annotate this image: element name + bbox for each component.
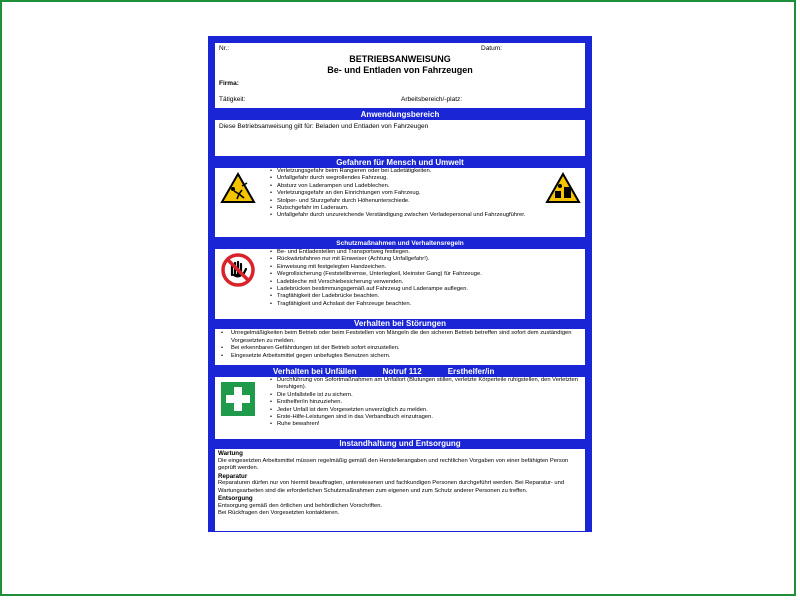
reparatur-title: Reparatur [218, 472, 248, 480]
entsorgung-text: Entsorgung gemäß den örtlichen und behördlichen Vorschriften. [218, 502, 383, 509]
datum-label: Datum: [481, 45, 502, 52]
document-subtitle: Be- und Entladen von Fahrzeugen [327, 65, 473, 75]
arbeitsbereich-label: Arbeitsbereich/-platz: [401, 96, 463, 103]
schutz-section [215, 249, 585, 319]
anwendungsbereich-text: Diese Betriebsanweisung gilt für: Beladen und Entladen von Fahrzeugen [215, 120, 585, 156]
firma-label: Firma: [219, 80, 239, 87]
stoerungen-section [215, 329, 585, 365]
anwendungsbereich-heading: Anwendungsbereich [215, 110, 585, 120]
list-item: • Jeder Unfall ist dem Vorgesetzten unverzüglich zu melden. [271, 407, 585, 414]
unfaelle-section [215, 377, 585, 439]
entsorgung-title: Entsorgung [218, 495, 253, 502]
list-item: • Ladebleche mit Verschiebesicherung verwenden. [271, 279, 585, 286]
ersthelfer-label: Ersthelfer/in [447, 367, 495, 376]
unfaelle-heading-bar [215, 367, 585, 377]
list-item: • Rutschgefahr im Laderaum. [271, 205, 541, 212]
gefahren-heading: Gefahren für Mensch und Umwelt [215, 158, 585, 168]
list-item: • Verletzungsgefahr an den Einrichtungen vom Fahrzeug. [271, 190, 541, 197]
rueckfragen-text: Bei Rückfragen den Vorgesetzten kontaktieren. [218, 510, 340, 516]
list-item: • Einweisung mit festgelegten Handzeichen. [271, 264, 585, 271]
list-item: • Rückwärtsfahren nur mit Einweiser (Achtung Unfallgefahr!). [271, 256, 585, 263]
warning-falling-person-icon [220, 172, 256, 204]
instandhaltung-section [215, 449, 585, 531]
nr-label: Nr.: [219, 45, 230, 52]
gefahren-list [261, 168, 541, 220]
unfaelle-heading: Verhalten bei Unfällen [273, 367, 357, 376]
stoerungen-list [217, 330, 583, 360]
gefahren-section [215, 168, 585, 237]
list-item: • Stolper- und Sturzgefahr durch Höhenunterschiede. [271, 198, 541, 205]
list-item: • Eingesetzte Arbeitsmittel gegen unbefugtes Benutzen sichern. [221, 353, 583, 361]
warning-crushing-icon [545, 172, 581, 204]
notruf-label: Notruf 112 [382, 367, 422, 376]
list-item: • Absturz von Laderampen und Ladeblechen. [271, 183, 541, 190]
taetigkeit-label: Tätigkeit: [219, 96, 246, 103]
header-panel [215, 43, 585, 108]
unfaelle-list [261, 377, 585, 429]
no-access-hand-icon [221, 253, 255, 287]
list-item: • Unregelmäßigkeiten beim Betrieb oder beim Feststellen von Mängeln die den sicheren Betrieb betreffen sind sofort dem zuständigen Vorgesetzten zu melden. [221, 330, 583, 345]
instandhaltung-heading: Instandhaltung und Entsorgung [215, 439, 585, 449]
document-title: BETRIEBSANWEISUNG [349, 54, 451, 64]
stoerungen-heading: Verhalten bei Störungen [215, 319, 585, 329]
list-item: • Tragfähigkeit und Achslast der Fahrzeuge beachten. [271, 301, 585, 308]
list-item: • Ersthelfer/in hinzuziehen. [271, 399, 585, 406]
instruction-sheet [208, 36, 592, 532]
schutz-heading: Schutzmaßnahmen und Verhaltensregeln [215, 239, 585, 249]
list-item: • Be- und Entladestellen und Transportweg festlegen. [271, 249, 585, 256]
first-aid-cross-icon [220, 381, 256, 417]
list-item: • Unfallgefahr durch wegrollendes Fahrzeug. [271, 175, 541, 182]
list-item: • Verletzungsgefahr beim Rangieren oder bei Ladetätigkeiten. [271, 168, 541, 175]
schutz-list [261, 249, 585, 308]
list-item: • Ladebrücken bestimmungsgemäß auf Fahrzeug und Laderampe auflegen. [271, 286, 585, 293]
list-item: • Tragfähigkeit der Ladebrücke beachten. [271, 293, 585, 300]
wartung-title: Wartung [218, 450, 243, 457]
list-item: • Die Unfallstelle ist zu sichern. [271, 392, 585, 399]
list-item: • Erste-Hilfe-Leistungen sind in das Verbandbuch einzutragen. [271, 414, 585, 421]
list-item: • Ruhe bewahren! [271, 421, 585, 428]
list-item: • Wegrollsicherung (Feststellbremse, Unterlegkeil, kleinster Gang) für Fahrzeuge. [271, 271, 585, 278]
list-item: • Unfallgefahr durch unzureichende Verständigung zwischen Verladepersonal und Fahrzeugführer. [271, 212, 541, 219]
reparatur-text: Reparaturen dürfen nur von hiermit beauftragten, unterwiesenen und fachkundigen Personen durchgeführt werden. Bei Reparatur- und Wartungsarbeiten sind die erforderlichen Schutzmaßnahmen zum eigenen und zum Schutz anderer Personen zu treffen. [218, 480, 565, 494]
list-item: • Bei erkennbaren Gefährdungen ist der Betrieb sofort einzustellen. [221, 345, 583, 353]
list-item: • Durchführung von Sofortmaßnahmen am Unfallort (Blutungen stillen, verletzte Körperteile ruhigstellen, den Verletzten beruhigen). [271, 377, 585, 392]
wartung-text: Die eingesetzten Arbeitsmittel müssen regelmäßig gemäß den Herstellerangaben und rechtlichen Vorgaben von einer befähigten Person geprüft werden. [218, 457, 569, 471]
